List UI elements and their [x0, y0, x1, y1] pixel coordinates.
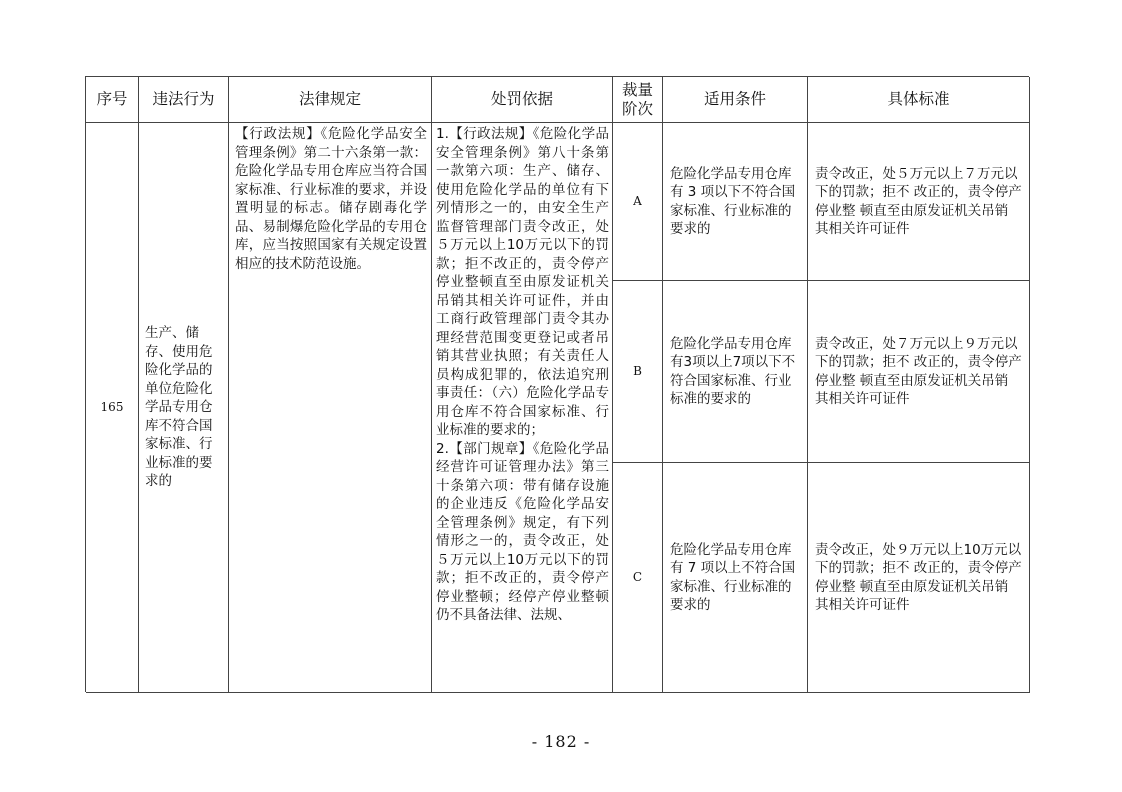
row-basis-item-1: 1.【行政法规】《危险化学品安全管理条例》第八十条第一款第六项：生产、储存、使用危险化学品的单位有下列情形之一的，由安全生产监督管理部门责令改正，处５万元以上10万元以下的罚款；拒不改正的，责令停产停业整顿直至由原发证机关吊销其相关许可证件，并由工商行政管理部门责令其办理经营范围变更登记或者吊销其营业执照；有关责任人员构成犯罪的，依法追究刑事责任：（六）危险化学品专用仓库不符合国家标准、行业标准的要求的； [436, 126, 609, 438]
condition-a-text: 危险化学品专用仓库有 3 项以下不符合国家标准、行业标准的要求的 [670, 165, 796, 237]
level-b-label: B [633, 364, 642, 379]
row-basis-item-2: 2.【部门规章】《危险化学品经营许可证管理办法》第三十条第六项：带有储存设施的企业违反《危险化学品安全管理条例》规定，有下列情形之一的，责令改正，处５万元以上10万元以下的罚款；拒不改正的，责令停产停业整顿；经停产停业整顿仍不具备法律、法规、 [436, 440, 609, 623]
level-a [613, 123, 663, 281]
standard-a-text: 责令改正，处５万元以上７万元以下的罚款；拒不 改正的，责令停产停业整 顿直至由原发证机关吊销 其相关许可证件 [815, 165, 1022, 237]
header-violation-label: 违法行为 [152, 90, 215, 108]
row-violation [139, 123, 229, 693]
row-law-text: 【行政法规】《危险化学品安全管理条例》第二十六条第一款：危险化学品专用仓库应当符合国家标准、行业标准的要求，并设置明显的标志。储存剧毒化学品、易制爆危险化学品的专用仓库，应当按照国家有关规定设置相应的技术防范设施。 [235, 126, 427, 272]
penalty-standard-table [85, 76, 1029, 692]
header-standard [808, 77, 1030, 123]
header-seq-label: 序号 [96, 90, 128, 108]
row-basis [432, 123, 613, 693]
standard-a [808, 123, 1030, 281]
standard-c-text: 责令改正，处９万元以上10万元以下的罚款；拒不 改正的，责令停产停业整 顿直至由原发证机关吊销 其相关许可证件 [815, 541, 1022, 613]
header-seq [86, 77, 139, 123]
header-law [229, 77, 432, 123]
standard-b [808, 281, 1030, 463]
row-seq [86, 123, 139, 693]
page-number: - 182 - [531, 732, 591, 751]
row-seq-value: 165 [100, 400, 124, 415]
header-level [613, 77, 663, 123]
header-law-label: 法律规定 [298, 90, 361, 108]
level-c [613, 463, 663, 693]
standard-c [808, 463, 1030, 693]
header-violation [139, 77, 229, 123]
header-level-line1: 裁量 [621, 80, 653, 99]
condition-b-text: 危险化学品专用仓库有3项以上7项以下不符合国家标准、行业标准的要求的 [670, 335, 796, 407]
header-standard-label: 具体标准 [887, 90, 950, 108]
header-condition-label: 适用条件 [703, 90, 766, 108]
level-c-label: C [632, 570, 643, 585]
header-basis-label: 处罚依据 [490, 90, 553, 108]
level-b [613, 281, 663, 463]
header-basis [432, 77, 613, 123]
row-violation-text: 生产、储存、使用危险化学品的单位危险化学品专用仓库不符合国家标准、行业标准的要求的 [145, 325, 213, 490]
condition-c-text: 危险化学品专用仓库有 7 项以上不符合国家标准、行业标准的要求的 [670, 541, 796, 613]
header-level-line2: 阶次 [621, 99, 653, 118]
row-law [229, 123, 432, 693]
standard-b-text: 责令改正，处７万元以上９万元以下的罚款；拒不 改正的，责令停产停业整 顿直至由原发证机关吊销 其相关许可证件 [815, 335, 1022, 407]
condition-c [663, 463, 808, 693]
header-condition [663, 77, 808, 123]
condition-a [663, 123, 808, 281]
condition-b [663, 281, 808, 463]
level-a-label: A [633, 194, 642, 209]
